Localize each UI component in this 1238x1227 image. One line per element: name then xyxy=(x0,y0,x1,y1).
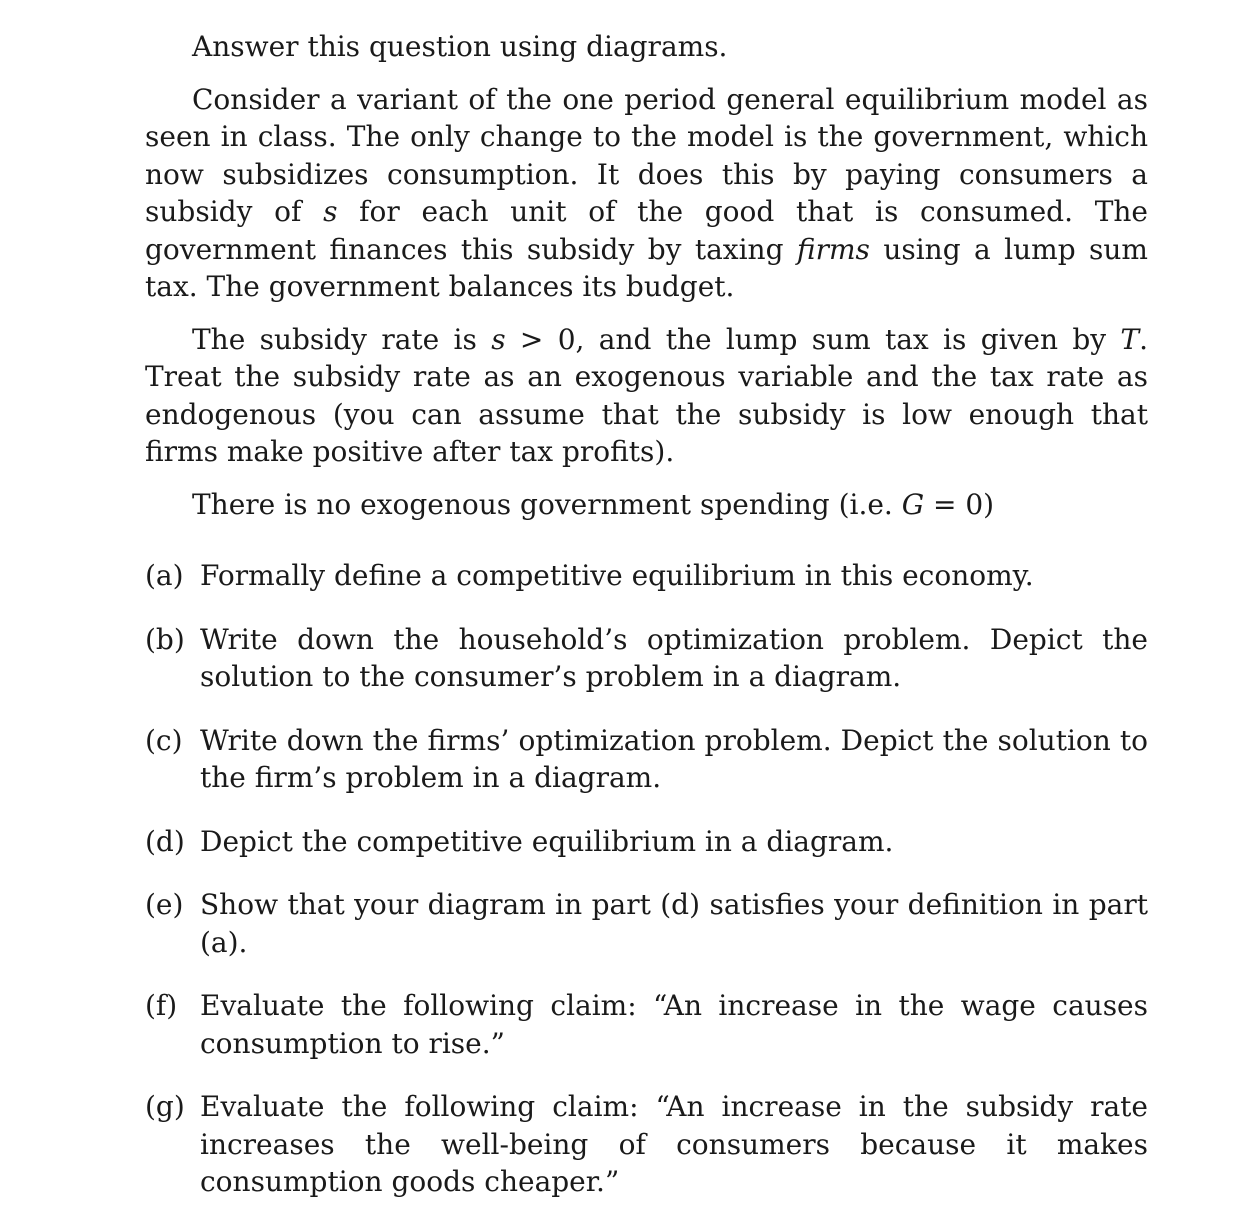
intro-text: Answer this question using diagrams. xyxy=(192,30,728,63)
question-document xyxy=(145,28,1148,1227)
question-part-text: Formally define a competitive equilibrium in this economy. xyxy=(200,559,1034,592)
p1-text-b: for each unit of the good that is consumed. The government finances this subsidy by taxing xyxy=(145,195,1148,266)
p1-text-c: using a lump sum tax. The government balances its budget. xyxy=(145,232,1148,303)
subsidy-symbol: s xyxy=(323,195,338,228)
subsidy-symbol: s xyxy=(491,322,506,356)
p1-text-a: Consider a variant of the one period general equilibrium model as seen in class. The only change to the model is the government, which now subsidizes consumption. It does this by paying consumers a subsidy of xyxy=(145,82,1148,228)
question-part-text: Depict the competitive equilibrium in a diagram. xyxy=(200,824,894,858)
question-part-f xyxy=(145,987,1148,1062)
question-part-label: (c) xyxy=(145,723,183,757)
p3-text-b: = 0) xyxy=(924,487,995,521)
question-part-a xyxy=(145,557,1148,595)
question-part-label: (e) xyxy=(145,888,184,921)
question-parts-list xyxy=(145,557,1148,1201)
question-part-label: (d) xyxy=(145,824,185,858)
question-part-b xyxy=(145,621,1148,696)
intro-paragraph xyxy=(145,28,1148,66)
p2-text-a: The subsidy rate is xyxy=(192,322,492,356)
question-part-text: Write down the firms’ optimization problem. Depict the solution to the firm’s problem in a diagram. xyxy=(200,723,1148,794)
p3-text-a: There is no exogenous government spending (i.e. xyxy=(192,487,902,521)
question-part-e xyxy=(145,886,1148,961)
question-part-label: (g) xyxy=(145,1090,185,1123)
question-part-text: Evaluate the following claim: “An increase in the subsidy rate increases the well-being of consumers because it makes consumption goods cheaper.” xyxy=(200,1090,1148,1198)
question-part-g xyxy=(145,1088,1148,1201)
subsidy-condition: > 0, and the lump sum tax is given by xyxy=(505,322,1121,356)
question-part-label: (b) xyxy=(145,622,185,656)
question-part-label: (f) xyxy=(145,989,178,1022)
government-spending-paragraph xyxy=(145,486,1148,524)
p2-text-b: . Treat the subsidy rate as an exogenous variable and the tax rate as endogenous (you can assume that the subsidy is low enough that firms make positive after tax profits). xyxy=(145,322,1149,468)
question-part-text: Evaluate the following claim: “An increase in the wage causes consumption to rise.” xyxy=(200,989,1148,1060)
question-part-text: Show that your diagram in part (d) satisfies your definition in part (a). xyxy=(200,888,1148,959)
government-spending-symbol: G xyxy=(901,487,925,521)
question-part-text: Write down the household’s optimization problem. Depict the solution to the consumer’s problem in a diagram. xyxy=(200,622,1148,693)
subsidy-rate-paragraph xyxy=(145,321,1148,471)
model-description-paragraph xyxy=(145,81,1148,306)
tax-symbol: T xyxy=(1120,322,1140,356)
question-part-label: (a) xyxy=(145,559,184,592)
question-part-d xyxy=(145,823,1148,861)
firms-emphasis: firms xyxy=(796,232,870,266)
question-part-c xyxy=(145,722,1148,797)
